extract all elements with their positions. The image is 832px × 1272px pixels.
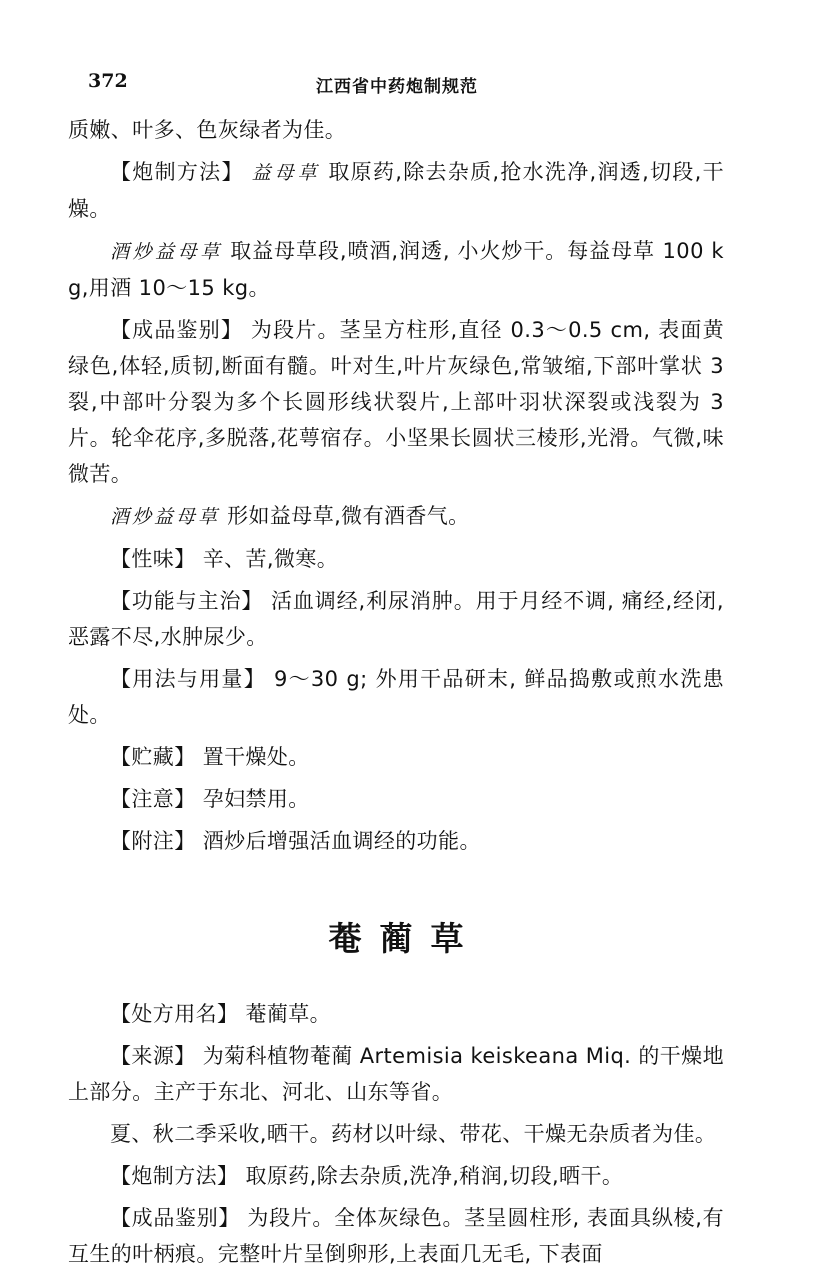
section-tag: 【成品鉴别】	[110, 1206, 241, 1230]
paragraph-storage: 【贮藏】 置干燥处。	[110, 745, 310, 769]
section-tag: 【注意】	[110, 787, 196, 811]
section-tag: 【来源】	[110, 1044, 196, 1068]
section-tag: 【用法与用量】	[110, 667, 267, 691]
paragraph-wine-fried: 酒炒益母草 取益母草段,喷酒,润透, 小火炒干。每益母草 100 kg,用酒 10～15 kg。	[68, 239, 724, 300]
herb-name: 酒炒益母草	[110, 506, 221, 528]
section-tag: 【炮制方法】	[110, 160, 244, 184]
paragraph-processing-method-2: 【炮制方法】 取原药,除去杂质,洗净,稍润,切段,晒干。	[110, 1164, 624, 1188]
section-tag: 【贮藏】	[110, 745, 196, 769]
monograph-title-block	[68, 913, 724, 960]
paragraph-identification-2: 【成品鉴别】 为段片。全体灰绿色。茎呈圆柱形, 表面具纵棱,有互生的叶柄痕。完整叶片呈倒卵形,上表面几无毛, 下表面	[68, 1206, 725, 1266]
section-tag: 【附注】	[110, 829, 196, 853]
monograph-title: 菴蔺草	[328, 919, 482, 958]
paragraph-wine-fried-identification: 酒炒益母草 形如益母草,微有酒香气。	[110, 504, 470, 528]
paragraph-source: 【来源】 为菊科植物菴蔺 Artemisia keiskeana Miq. 的干燥地上部分。主产于东北、河北、山东等省。	[68, 1044, 724, 1104]
paragraph-processing-method: 【炮制方法】 益母草 取原药,除去杂质,抢水洗净,润透,切段,干燥。	[68, 160, 724, 221]
section-tag: 【成品鉴别】	[110, 318, 244, 342]
paragraph-caution: 【注意】 孕妇禁用。	[110, 787, 310, 811]
section-tag: 【功能与主治】	[110, 589, 264, 613]
page-number: 372	[88, 70, 128, 92]
paragraph-properties: 【性味】 辛、苦,微寒。	[110, 547, 339, 571]
paragraph-quality: 质嫩、叶多、色灰绿者为佳。	[68, 118, 347, 142]
section-tag: 【性味】	[110, 547, 196, 571]
paragraph-note: 【附注】 酒炒后增强活血调经的功能。	[110, 829, 481, 853]
page-header	[0, 70, 832, 100]
page-body	[68, 112, 724, 1272]
paragraph-dosage: 【用法与用量】 9～30 g; 外用干品研末, 鲜品捣敷或煎水洗患处。	[68, 667, 725, 727]
herb-name: 酒炒益母草	[110, 241, 223, 263]
paragraph-harvest: 夏、秋二季采收,晒干。药材以叶绿、带花、干燥无杂质者为佳。	[110, 1122, 717, 1146]
section-tag: 【处方用名】	[110, 1002, 239, 1026]
paragraph-identification: 【成品鉴别】 为段片。茎呈方柱形,直径 0.3～0.5 cm, 表面黄绿色,体轻,质韧,断面有髓。叶对生,叶片灰绿色,常皱缩,下部叶掌状 3 裂,中部叶分裂为多个长圆形线状裂片,上部叶羽状深裂或浅裂为 3 片。轮伞花序,多脱落,花萼宿存。小坚果长圆状三棱形,光滑。气微,味微苦。	[68, 318, 725, 486]
paragraph-prescription-name: 【处方用名】 菴蔺草。	[110, 1002, 332, 1026]
section-tag: 【炮制方法】	[110, 1164, 239, 1188]
running-title: 江西省中药炮制规范	[316, 77, 478, 97]
paragraph-functions: 【功能与主治】 活血调经,利尿消肿。用于月经不调, 痛经,经闭,恶露不尽,水肿尿少。	[68, 589, 725, 649]
herb-name: 益母草	[251, 162, 321, 184]
